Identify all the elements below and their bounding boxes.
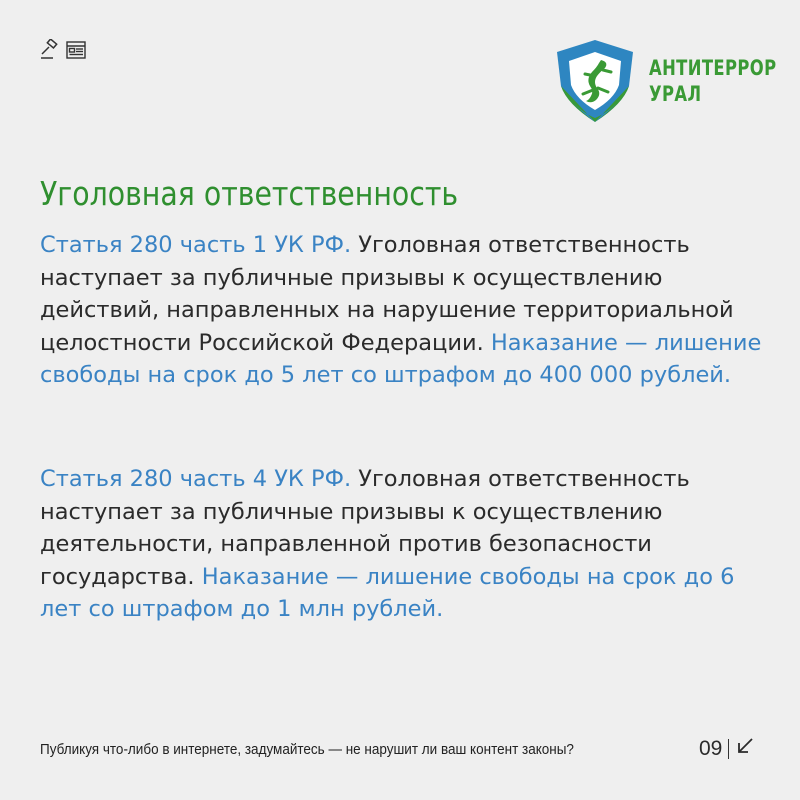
article-2-text: Уголовная ответственность наступает за публичные призывы к осуществлению деятельности, направленной против безопасности государства. <box>40 466 690 590</box>
article-1-ref: Статья 280 часть 1 УК РФ. <box>40 232 352 258</box>
footer-caption: Публикуя что-либо в интернете, задумайтесь — не нарушит ли ваш контент законы? <box>40 741 574 758</box>
page-indicator <box>699 737 754 761</box>
web-content-icon <box>65 39 87 66</box>
page-title: Уголовная ответственность <box>40 174 459 213</box>
brand-logo <box>553 38 800 124</box>
shield-lizard-logo <box>553 38 637 124</box>
brand-line-1: АНТИТЕРРОР <box>649 56 777 80</box>
article-1-text: Уголовная ответственность наступает за публичные призывы к осуществлению действий, направленных на нарушение территориальной целостности Российской Федерации. <box>40 232 734 356</box>
brand-line-2: УРАЛ <box>649 82 702 106</box>
article-2-ref: Статья 280 часть 4 УК РФ. <box>40 466 352 492</box>
article-2-penalty: Наказание — лишение свободы на срок до 6 лет со штрафом до 1 млн рублей. <box>40 563 735 622</box>
article-1-penalty: Наказание — лишение свободы на срок до 5 лет со штрафом до 400 000 рублей. <box>40 329 762 388</box>
arrow-down-left-icon <box>736 737 754 761</box>
gavel-icon <box>39 39 61 66</box>
page-divider <box>728 739 729 759</box>
article-1 <box>40 229 775 392</box>
header-icons <box>39 39 87 66</box>
page-number: 09 <box>699 737 723 760</box>
article-2 <box>40 463 775 626</box>
